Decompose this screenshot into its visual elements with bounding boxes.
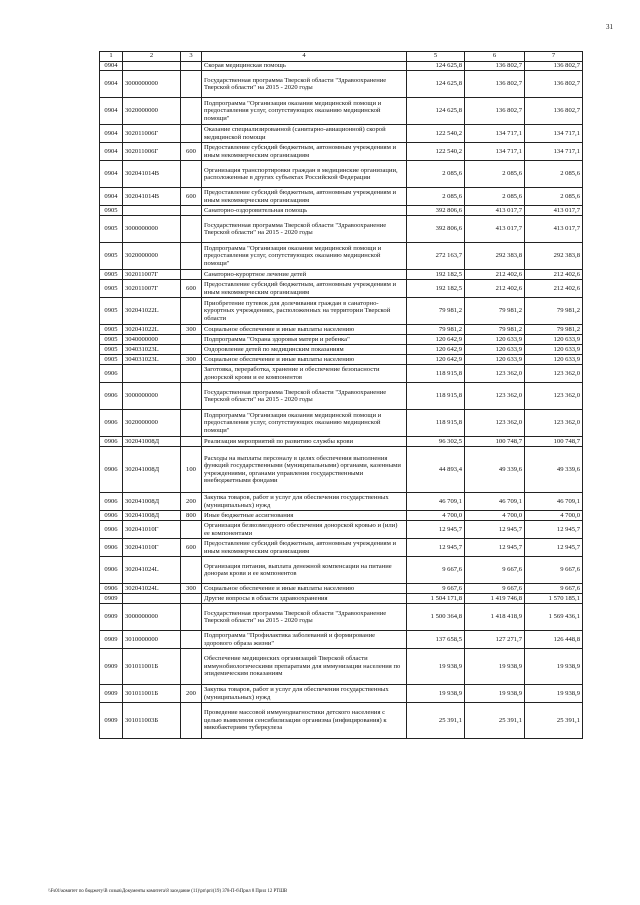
item-name-cell: Подпрограмма "Организация оказания медицинской помощи и предоставления услуг, сопутствующих оказанию медицинской помощи" (202, 243, 407, 270)
amount-2020-cell: 123 362,0 (525, 383, 583, 410)
amount-2018-cell: 192 182,5 (407, 280, 465, 298)
target-code-cell: 304031023L (123, 345, 181, 355)
table-row (100, 410, 583, 437)
budget-table (99, 51, 583, 739)
target-code-cell: 302011006Г (123, 143, 181, 161)
amount-2020-cell: 123 362,0 (525, 410, 583, 437)
amount-2019-cell: 2 085,6 (465, 161, 525, 188)
amount-2019-cell: 25 391,1 (465, 703, 525, 739)
section-code-cell: 0906 (100, 511, 123, 521)
table-row (100, 539, 583, 557)
item-name-cell: Санаторно-курортное лечение детей (202, 270, 407, 280)
header-cell: 3 (181, 52, 202, 62)
amount-2020-cell: 126 448,8 (525, 631, 583, 649)
item-name-cell: Заготовка, переработка, хранение и обеспечение безопасности донорской крови и ее компонентов (202, 365, 407, 383)
table-row (100, 143, 583, 161)
amount-2019-cell: 4 700,0 (465, 511, 525, 521)
expense-type-cell (181, 703, 202, 739)
table-row (100, 511, 583, 521)
table-row (100, 365, 583, 383)
amount-2019-cell: 413 017,7 (465, 206, 525, 216)
amount-2020-cell: 212 402,6 (525, 270, 583, 280)
section-code-cell: 0906 (100, 539, 123, 557)
item-name-cell: Оказание специализированной (санитарно-авиационной) скорой медицинской помощи (202, 125, 407, 143)
amount-2020-cell: 413 017,7 (525, 206, 583, 216)
target-code-cell: 302011007Г (123, 270, 181, 280)
footer-path: \\Fs01\комитет по бюджету\В созыв\Документы комитета\8 заседание (11)\рп\рп\(19) 378-П-6\Прил 8 Прил 12 РТШВ (48, 889, 288, 894)
amount-2018-cell: 124 625,8 (407, 98, 465, 125)
item-name-cell: Подпрограмма "Профилактика заболеваний и формирование здорового образа жизни" (202, 631, 407, 649)
amount-2019-cell: 134 717,1 (465, 143, 525, 161)
amount-2018-cell: 120 642,9 (407, 335, 465, 345)
target-code-cell: 301011001Б (123, 649, 181, 685)
table-row (100, 125, 583, 143)
expense-type-cell (181, 216, 202, 243)
table-row (100, 685, 583, 703)
amount-2019-cell: 123 362,0 (465, 383, 525, 410)
target-code-cell: 3000000000 (123, 383, 181, 410)
table-row (100, 604, 583, 631)
section-code-cell: 0905 (100, 243, 123, 270)
target-code-cell: 302011006Г (123, 125, 181, 143)
amount-2018-cell: 124 625,8 (407, 71, 465, 98)
expense-type-cell (181, 206, 202, 216)
amount-2018-cell: 124 625,8 (407, 62, 465, 71)
expense-type-cell: 200 (181, 493, 202, 511)
target-code-cell: 3020000000 (123, 243, 181, 270)
amount-2020-cell: 123 362,0 (525, 365, 583, 383)
expense-type-cell: 600 (181, 280, 202, 298)
section-code-cell: 0906 (100, 447, 123, 493)
amount-2020-cell: 2 085,6 (525, 161, 583, 188)
target-code-cell: 302041022L (123, 298, 181, 325)
expense-type-cell (181, 98, 202, 125)
amount-2020-cell: 212 402,6 (525, 280, 583, 298)
amount-2019-cell: 79 981,2 (465, 325, 525, 335)
expense-type-cell (181, 345, 202, 355)
page-number: 31 (606, 23, 613, 31)
table-row (100, 703, 583, 739)
amount-2020-cell: 134 717,1 (525, 125, 583, 143)
item-name-cell: Социальное обеспечение и иные выплаты населению (202, 325, 407, 335)
amount-2018-cell: 19 938,9 (407, 649, 465, 685)
section-code-cell: 0905 (100, 206, 123, 216)
amount-2020-cell: 292 383,8 (525, 243, 583, 270)
amount-2018-cell: 9 667,6 (407, 557, 465, 584)
amount-2018-cell: 4 700,0 (407, 511, 465, 521)
table-row (100, 270, 583, 280)
amount-2020-cell: 4 700,0 (525, 511, 583, 521)
item-name-cell: Расходы на выплаты персоналу в целях обеспечения выполнения функций государственными (муниципальными) органами, казенными учреждениями, органами управления государственными внебюджетными фондами (202, 447, 407, 493)
expense-type-cell (181, 649, 202, 685)
header-cell: 4 (202, 52, 407, 62)
table-row (100, 493, 583, 511)
target-code-cell: 301011003Б (123, 703, 181, 739)
target-code-cell: 302041008Д (123, 437, 181, 447)
target-code-cell: 3000000000 (123, 604, 181, 631)
amount-2018-cell: 122 540,2 (407, 125, 465, 143)
amount-2018-cell: 44 893,4 (407, 447, 465, 493)
target-code-cell: 302041008Д (123, 447, 181, 493)
amount-2019-cell: 79 981,2 (465, 298, 525, 325)
item-name-cell: Реализация мероприятий по развитию службы крови (202, 437, 407, 447)
target-code-cell: 302041024L (123, 557, 181, 584)
target-code-cell: 302041010Г (123, 521, 181, 539)
item-name-cell: Государственная программа Тверской области "Здравоохранение Тверской области" на 2015 - 2020 годы (202, 216, 407, 243)
target-code-cell (123, 594, 181, 604)
target-code-cell: 302041024L (123, 584, 181, 594)
amount-2019-cell: 1 419 746,8 (465, 594, 525, 604)
target-code-cell: 302041022L (123, 325, 181, 335)
section-code-cell: 0906 (100, 557, 123, 584)
header-cell: 7 (525, 52, 583, 62)
expense-type-cell (181, 594, 202, 604)
table-row (100, 383, 583, 410)
table-row (100, 345, 583, 355)
expense-type-cell (181, 437, 202, 447)
section-code-cell: 0904 (100, 188, 123, 206)
target-code-cell: 3020000000 (123, 410, 181, 437)
section-code-cell: 0909 (100, 703, 123, 739)
table-row (100, 188, 583, 206)
expense-type-cell (181, 62, 202, 71)
amount-2019-cell: 12 945,7 (465, 521, 525, 539)
expense-type-cell: 100 (181, 447, 202, 493)
table-row (100, 447, 583, 493)
amount-2019-cell: 120 633,9 (465, 355, 525, 365)
table-row (100, 71, 583, 98)
table-row (100, 62, 583, 71)
section-code-cell: 0906 (100, 493, 123, 511)
expense-type-cell: 300 (181, 584, 202, 594)
amount-2018-cell: 392 806,6 (407, 206, 465, 216)
item-name-cell: Предоставление субсидий бюджетным, автономным учреждениям и иным некоммерческим организациям (202, 188, 407, 206)
expense-type-cell (181, 365, 202, 383)
section-code-cell: 0909 (100, 594, 123, 604)
amount-2020-cell: 79 981,2 (525, 298, 583, 325)
amount-2018-cell: 118 915,8 (407, 410, 465, 437)
amount-2019-cell: 19 938,9 (465, 685, 525, 703)
table-row (100, 355, 583, 365)
section-code-cell: 0905 (100, 280, 123, 298)
amount-2018-cell: 19 938,9 (407, 685, 465, 703)
amount-2020-cell: 19 938,9 (525, 649, 583, 685)
section-code-cell: 0905 (100, 355, 123, 365)
table-row (100, 98, 583, 125)
amount-2019-cell: 127 271,7 (465, 631, 525, 649)
item-name-cell: Приобретение путевок для долечивания граждан в санаторно-курортных учреждениях, расположенных на территории Тверской области (202, 298, 407, 325)
expense-type-cell (181, 383, 202, 410)
section-code-cell: 0905 (100, 216, 123, 243)
table-row (100, 243, 583, 270)
amount-2019-cell: 46 709,1 (465, 493, 525, 511)
amount-2018-cell: 9 667,6 (407, 584, 465, 594)
item-name-cell: Предоставление субсидий бюджетным, автономным учреждениям и иным некоммерческим организациям (202, 280, 407, 298)
amount-2020-cell: 134 717,1 (525, 143, 583, 161)
amount-2019-cell: 413 017,7 (465, 216, 525, 243)
section-code-cell: 0906 (100, 521, 123, 539)
expense-type-cell (181, 335, 202, 345)
table-row (100, 325, 583, 335)
amount-2018-cell: 12 945,7 (407, 521, 465, 539)
target-code-cell: 3020000000 (123, 98, 181, 125)
amount-2020-cell: 413 017,7 (525, 216, 583, 243)
header-cell: 1 (100, 52, 123, 62)
amount-2020-cell: 9 667,6 (525, 584, 583, 594)
table-body (100, 52, 583, 739)
amount-2019-cell: 9 667,6 (465, 584, 525, 594)
expense-type-cell: 300 (181, 325, 202, 335)
table-row (100, 298, 583, 325)
amount-2019-cell: 136 802,7 (465, 98, 525, 125)
amount-2018-cell: 122 540,2 (407, 143, 465, 161)
amount-2019-cell: 134 717,1 (465, 125, 525, 143)
amount-2020-cell: 1 570 185,1 (525, 594, 583, 604)
item-name-cell: Санаторно-оздоровительная помощь (202, 206, 407, 216)
amount-2018-cell: 120 642,9 (407, 355, 465, 365)
target-code-cell (123, 206, 181, 216)
table-row (100, 161, 583, 188)
amount-2018-cell: 272 163,7 (407, 243, 465, 270)
section-code-cell: 0905 (100, 270, 123, 280)
amount-2019-cell: 120 633,9 (465, 335, 525, 345)
target-code-cell: 304031023L (123, 355, 181, 365)
table-row (100, 216, 583, 243)
header-cell: 2 (123, 52, 181, 62)
amount-2018-cell: 46 709,1 (407, 493, 465, 511)
target-code-cell: 302011007Г (123, 280, 181, 298)
target-code-cell: 302041014В (123, 188, 181, 206)
amount-2018-cell: 392 806,6 (407, 216, 465, 243)
amount-2018-cell: 137 658,5 (407, 631, 465, 649)
amount-2020-cell: 136 802,7 (525, 62, 583, 71)
amount-2019-cell: 123 362,0 (465, 410, 525, 437)
table-row (100, 594, 583, 604)
amount-2018-cell: 96 302,5 (407, 437, 465, 447)
target-code-cell: 302041010Г (123, 539, 181, 557)
amount-2018-cell: 120 642,9 (407, 345, 465, 355)
amount-2018-cell: 2 085,6 (407, 161, 465, 188)
amount-2020-cell: 2 085,6 (525, 188, 583, 206)
table-row (100, 521, 583, 539)
table-row (100, 280, 583, 298)
expense-type-cell (181, 521, 202, 539)
section-code-cell: 0909 (100, 685, 123, 703)
item-name-cell: Организация питания, выплата денежной компенсации на питание донорам крови и ее компонентов (202, 557, 407, 584)
amount-2018-cell: 79 981,2 (407, 298, 465, 325)
amount-2018-cell: 118 915,8 (407, 365, 465, 383)
target-code-cell (123, 365, 181, 383)
amount-2019-cell: 12 945,7 (465, 539, 525, 557)
amount-2020-cell: 12 945,7 (525, 521, 583, 539)
section-code-cell: 0909 (100, 649, 123, 685)
target-code-cell: 3040000000 (123, 335, 181, 345)
amount-2018-cell: 192 182,5 (407, 270, 465, 280)
expense-type-cell (181, 161, 202, 188)
section-code-cell: 0905 (100, 325, 123, 335)
expense-type-cell (181, 125, 202, 143)
item-name-cell: Государственная программа Тверской области "Здравоохранение Тверской области" на 2015 - 2020 годы (202, 383, 407, 410)
expense-type-cell (181, 270, 202, 280)
expense-type-cell: 300 (181, 355, 202, 365)
amount-2019-cell: 136 802,7 (465, 71, 525, 98)
amount-2020-cell: 9 667,6 (525, 557, 583, 584)
target-code-cell: 302041014В (123, 161, 181, 188)
expense-type-cell: 800 (181, 511, 202, 521)
section-code-cell: 0906 (100, 383, 123, 410)
section-code-cell: 0906 (100, 365, 123, 383)
target-code-cell: 3000000000 (123, 71, 181, 98)
expense-type-cell (181, 243, 202, 270)
target-code-cell: 3010000000 (123, 631, 181, 649)
item-name-cell: Социальное обеспечение и иные выплаты населению (202, 355, 407, 365)
amount-2019-cell: 212 402,6 (465, 280, 525, 298)
expense-type-cell: 600 (181, 539, 202, 557)
target-code-cell: 302041008Д (123, 511, 181, 521)
expense-type-cell: 600 (181, 188, 202, 206)
amount-2020-cell: 46 709,1 (525, 493, 583, 511)
section-code-cell: 0904 (100, 125, 123, 143)
item-name-cell: Подпрограмма "Организация оказания медицинской помощи и предоставления услуг, сопутствующих оказанию медицинской помощи" (202, 410, 407, 437)
target-code-cell: 301011001Б (123, 685, 181, 703)
section-code-cell: 0906 (100, 410, 123, 437)
table-row (100, 649, 583, 685)
amount-2018-cell: 25 391,1 (407, 703, 465, 739)
section-code-cell: 0905 (100, 298, 123, 325)
item-name-cell: Оздоровление детей по медицинским показаниям (202, 345, 407, 355)
amount-2020-cell: 120 633,9 (525, 335, 583, 345)
expense-type-cell (181, 410, 202, 437)
expense-type-cell (181, 631, 202, 649)
amount-2020-cell: 136 802,7 (525, 98, 583, 125)
amount-2019-cell: 212 402,6 (465, 270, 525, 280)
section-code-cell: 0905 (100, 335, 123, 345)
table-row (100, 631, 583, 649)
item-name-cell: Другие вопросы в области здравоохранения (202, 594, 407, 604)
section-code-cell: 0909 (100, 604, 123, 631)
expense-type-cell (181, 298, 202, 325)
item-name-cell: Организация транспортировки граждан в медицинские организации, расположенные в других субъектах Российской Федерации (202, 161, 407, 188)
item-name-cell: Проведение массовой иммунодиагностики детского населения с целью выявления сенсибилизации организма (инфицирования) к микобактериям туберкулеза (202, 703, 407, 739)
section-code-cell: 0906 (100, 437, 123, 447)
amount-2020-cell: 12 945,7 (525, 539, 583, 557)
header-row (100, 52, 583, 62)
item-name-cell: Закупка товаров, работ и услуг для обеспечения государственных (муниципальных) нужд (202, 493, 407, 511)
amount-2020-cell: 136 802,7 (525, 71, 583, 98)
amount-2020-cell: 79 981,2 (525, 325, 583, 335)
table-row (100, 557, 583, 584)
section-code-cell: 0904 (100, 161, 123, 188)
header-cell: 6 (465, 52, 525, 62)
amount-2019-cell: 292 383,8 (465, 243, 525, 270)
target-code-cell (123, 62, 181, 71)
amount-2018-cell: 1 500 364,8 (407, 604, 465, 631)
item-name-cell: Государственная программа Тверской области "Здравоохранение Тверской области" на 2015 - 2020 годы (202, 604, 407, 631)
amount-2019-cell: 19 938,9 (465, 649, 525, 685)
amount-2020-cell: 49 339,6 (525, 447, 583, 493)
item-name-cell: Закупка товаров, работ и услуг для обеспечения государственных (муниципальных) нужд (202, 685, 407, 703)
table-row (100, 584, 583, 594)
section-code-cell: 0904 (100, 143, 123, 161)
target-code-cell: 3000000000 (123, 216, 181, 243)
header-cell: 5 (407, 52, 465, 62)
item-name-cell: Обеспечение медицинских организаций Тверской области иммунобиологическими препаратами для иммунизации населения по эпидемическим показаниям (202, 649, 407, 685)
table-row (100, 206, 583, 216)
table-row (100, 437, 583, 447)
amount-2019-cell: 123 362,0 (465, 365, 525, 383)
amount-2020-cell: 25 391,1 (525, 703, 583, 739)
amount-2018-cell: 118 915,8 (407, 383, 465, 410)
item-name-cell: Предоставление субсидий бюджетным, автономным учреждениям и иным некоммерческим организациям (202, 539, 407, 557)
section-code-cell: 0904 (100, 71, 123, 98)
item-name-cell: Подпрограмма "Охрана здоровья матери и ребенка" (202, 335, 407, 345)
amount-2018-cell: 79 981,2 (407, 325, 465, 335)
section-code-cell: 0904 (100, 98, 123, 125)
section-code-cell: 0904 (100, 62, 123, 71)
amount-2019-cell: 2 085,6 (465, 188, 525, 206)
amount-2019-cell: 136 802,7 (465, 62, 525, 71)
section-code-cell: 0906 (100, 584, 123, 594)
target-code-cell: 302041008Д (123, 493, 181, 511)
amount-2018-cell: 12 945,7 (407, 539, 465, 557)
item-name-cell: Предоставление субсидий бюджетным, автономным учреждениям и иным некоммерческим организациям (202, 143, 407, 161)
amount-2019-cell: 49 339,6 (465, 447, 525, 493)
item-name-cell: Скорая медицинская помощь (202, 62, 407, 71)
section-code-cell: 0909 (100, 631, 123, 649)
amount-2018-cell: 1 504 171,8 (407, 594, 465, 604)
amount-2019-cell: 1 418 418,9 (465, 604, 525, 631)
amount-2020-cell: 120 633,9 (525, 345, 583, 355)
expense-type-cell (181, 604, 202, 631)
expense-type-cell (181, 557, 202, 584)
item-name-cell: Организация безвозмездного обеспечения донорской кровью и (или) ее компонентами (202, 521, 407, 539)
amount-2019-cell: 9 667,6 (465, 557, 525, 584)
expense-type-cell (181, 71, 202, 98)
item-name-cell: Государственная программа Тверской области "Здравоохранение Тверской области" на 2015 - 2020 годы (202, 71, 407, 98)
item-name-cell: Иные бюджетные ассигнования (202, 511, 407, 521)
amount-2020-cell: 120 633,9 (525, 355, 583, 365)
amount-2020-cell: 100 748,7 (525, 437, 583, 447)
amount-2018-cell: 2 085,6 (407, 188, 465, 206)
amount-2020-cell: 19 938,9 (525, 685, 583, 703)
amount-2020-cell: 1 569 436,1 (525, 604, 583, 631)
section-code-cell: 0905 (100, 345, 123, 355)
item-name-cell: Подпрограмма "Организация оказания медицинской помощи и предоставления услуг, сопутствующих оказанию медицинской помощи" (202, 98, 407, 125)
expense-type-cell: 200 (181, 685, 202, 703)
amount-2019-cell: 120 633,9 (465, 345, 525, 355)
table-row (100, 335, 583, 345)
item-name-cell: Социальное обеспечение и иные выплаты населению (202, 584, 407, 594)
amount-2019-cell: 100 748,7 (465, 437, 525, 447)
expense-type-cell: 600 (181, 143, 202, 161)
